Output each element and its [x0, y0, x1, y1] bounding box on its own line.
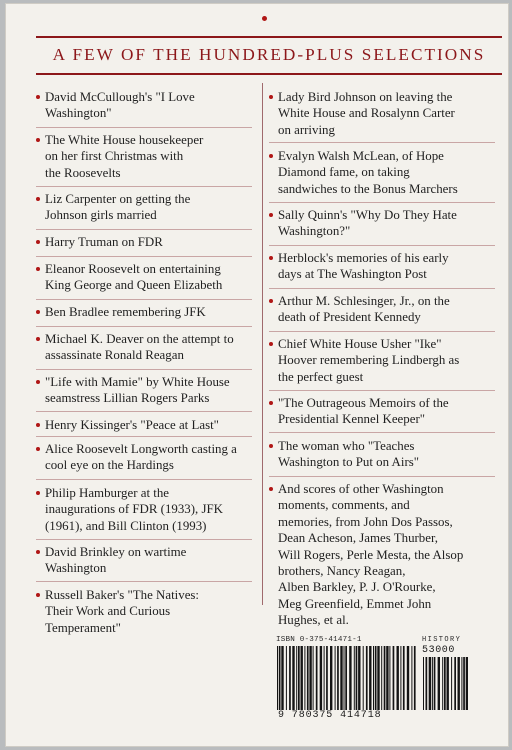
selection-item [36, 485, 252, 534]
selection-text-line: Alice Roosevelt Longworth casting a [45, 442, 237, 456]
category-label: HISTORY [422, 636, 462, 644]
selection-text-line: White House and Rosalynn Carter [278, 106, 455, 121]
barcode-bar [442, 657, 443, 710]
bullet-dot [36, 447, 40, 451]
item-separator [269, 476, 495, 477]
barcode-bar [426, 657, 428, 710]
selection-item [36, 261, 252, 294]
item-separator [36, 127, 252, 128]
barcode-bar [375, 646, 377, 710]
selection-text [278, 250, 495, 283]
barcode-bar [403, 646, 405, 710]
selection-text-line: Philip Hamburger at the [45, 486, 169, 500]
selection-text [45, 261, 252, 294]
item-separator [36, 256, 252, 257]
barcode-bar [356, 646, 358, 710]
barcode-block [276, 636, 496, 724]
barcode-bar [451, 657, 452, 710]
selection-item [269, 336, 495, 385]
selection-text-line: sandwiches to the Bonus Marchers [278, 181, 458, 196]
barcode-bar [324, 646, 325, 710]
selection-text-line: Hughes, et al. [278, 613, 349, 628]
ean-barcode [276, 646, 418, 710]
item-separator [36, 539, 252, 540]
selection-text-line: And scores of other Washington [278, 482, 444, 496]
barcode-bar [429, 657, 431, 710]
bullet-dot [269, 299, 273, 303]
barcode-bar [400, 646, 401, 710]
bullet-dot [269, 256, 273, 260]
selection-item [36, 374, 252, 407]
selection-text [45, 89, 252, 122]
selection-text [278, 148, 495, 197]
selection-item [36, 304, 252, 320]
selection-text [45, 331, 252, 364]
bullet-dot [36, 95, 40, 99]
bullet-dot [36, 197, 40, 201]
bullet-dot [36, 267, 40, 271]
barcode-bar [281, 646, 283, 710]
selection-item [36, 417, 252, 433]
barcode-bar [277, 646, 278, 710]
selection-text-line: Washington [45, 561, 107, 576]
selection-text-line: "Life with Mamie" by White House [45, 375, 230, 389]
selection-text [45, 417, 252, 433]
barcode-bar [463, 657, 465, 710]
selection-text [45, 304, 252, 320]
selection-text-line: Will Rogers, Perle Mesta, the Alsop [278, 547, 464, 562]
barcode-bar [432, 657, 433, 710]
selection-text-line: days at The Washington Post [278, 267, 427, 282]
barcode-bar [358, 646, 360, 710]
selection-text-line: King George and Queen Elizabeth [45, 278, 223, 293]
bullet-dot [269, 444, 273, 448]
selection-text [278, 438, 495, 471]
selection-text-line: Dean Acheson, James Thurber, [278, 531, 438, 546]
bullet-dot [36, 550, 40, 554]
selection-text-line: Diamond fame, on taking [278, 165, 410, 180]
bullet-dot [269, 95, 273, 99]
price-addon-barcode [422, 657, 468, 710]
heading-underline [36, 73, 502, 75]
item-separator [36, 326, 252, 327]
item-separator [269, 432, 495, 433]
item-separator [36, 479, 252, 480]
selection-text-line: Evalyn Walsh McLean, of Hope [278, 149, 444, 163]
barcode-bar [330, 646, 332, 710]
selection-text [278, 395, 495, 428]
barcode-bar [466, 657, 468, 710]
item-separator [269, 390, 495, 391]
selection-text-line: Washington to Put on Airs" [278, 455, 420, 470]
bullet-dot [36, 138, 40, 142]
top-rule [36, 36, 502, 38]
selection-item [269, 438, 495, 471]
selection-text [278, 336, 495, 385]
column-divider [262, 83, 263, 605]
item-separator [269, 142, 495, 143]
selection-text-line: Russell Baker's "The Natives: [45, 588, 200, 602]
barcode-bar [286, 646, 287, 710]
selection-text [45, 374, 252, 407]
selection-text-line: (1961), and Bill Clinton (1993) [45, 518, 207, 533]
selection-text-line: Johnson girls married [45, 208, 157, 223]
selection-text [45, 191, 252, 224]
selection-text-line: Washington?" [278, 224, 351, 239]
selection-text-line: Their Work and Curious [45, 604, 171, 619]
barcode-bar [397, 646, 399, 710]
barcode-digits: 9 780375 414718 [278, 710, 382, 721]
selection-text-line: memories, from John Dos Passos, [278, 514, 453, 529]
barcode-bar [366, 646, 368, 710]
selection-item [269, 207, 495, 240]
barcode-bar [289, 646, 291, 710]
barcode-bar [298, 646, 300, 710]
item-separator [269, 245, 495, 246]
barcode-bar [313, 646, 314, 710]
item-separator [36, 411, 252, 412]
selection-text-line: Presidential Kennel Keeper" [278, 412, 426, 427]
item-separator [36, 581, 252, 582]
selection-text-line: the perfect guest [278, 369, 364, 384]
item-separator [36, 299, 252, 300]
selection-item [36, 331, 252, 364]
selection-text-line: Washington" [45, 106, 112, 121]
bullet-dot [36, 310, 40, 314]
selection-text-line: Lady Bird Johnson on leaving the [278, 90, 453, 104]
bullet-dot [269, 213, 273, 217]
barcode-bar [369, 646, 371, 710]
selection-text-line: inaugurations of FDR (1933), JFK [45, 502, 223, 517]
selection-text-line: The woman who "Teaches [278, 439, 415, 453]
selection-text-line: on her first Christmas with [45, 149, 184, 164]
selection-item [36, 191, 252, 224]
barcode-bar [434, 657, 436, 710]
selection-text-line: seamstress Lillian Rogers Parks [45, 391, 210, 406]
selection-item [36, 544, 252, 577]
barcode-bar [320, 646, 322, 710]
selection-item [36, 234, 252, 250]
barcode-bar [461, 657, 462, 710]
selection-item [269, 395, 495, 428]
selection-text-line: death of President Kennedy [278, 310, 421, 325]
selection-text-line: David McCullough's "I Love [45, 90, 195, 104]
barcode-bar [373, 646, 374, 710]
barcode-bar [304, 646, 305, 710]
selection-text-line: Temperament" [45, 620, 121, 635]
barcode-bar [345, 646, 347, 710]
selection-text-line: Chief White House Usher "Ike" [278, 337, 442, 351]
selection-text-line: Liz Carpenter on getting the [45, 192, 191, 206]
selection-text-line: Michael K. Deaver on the attempt to [45, 332, 234, 346]
selection-text-line: the Roosevelts [45, 165, 121, 180]
bullet-dot [269, 154, 273, 158]
barcode-bar [447, 657, 449, 710]
item-separator [269, 202, 495, 203]
barcode-bar [337, 646, 339, 710]
barcode-bar [389, 646, 390, 710]
selection-text [278, 207, 495, 240]
item-separator [36, 229, 252, 230]
selection-text-line: "The Outrageous Memoirs of the [278, 396, 449, 410]
selections-heading: A FEW OF THE HUNDRED-PLUS SELECTIONS [52, 45, 486, 64]
barcode-bar [307, 646, 309, 710]
bullet-dot [269, 487, 273, 491]
item-separator [269, 331, 495, 332]
bullet-dot [269, 401, 273, 405]
barcode-bar [349, 646, 351, 710]
item-separator [36, 186, 252, 187]
barcode-bar [279, 646, 281, 710]
item-separator [36, 436, 252, 437]
selection-item [269, 148, 495, 197]
selection-text-line: Henry Kissinger's "Peace at Last" [45, 418, 219, 432]
barcode-bar [296, 646, 297, 710]
selection-text [45, 485, 252, 534]
selection-text-line: assassinate Ronald Reagan [45, 348, 184, 363]
selection-text-line: David Brinkley on wartime [45, 545, 187, 559]
dust-jacket [6, 4, 508, 746]
barcode-bar [407, 646, 409, 710]
selection-item [269, 89, 495, 138]
barcode-bar [444, 657, 446, 710]
isbn-number: ISBN 0-375-41471-1 [276, 636, 362, 644]
selection-text-line: The White House housekeeper [45, 133, 204, 147]
barcode-bar [381, 646, 382, 710]
selection-text-line: Sally Quinn's "Why Do They Hate [278, 208, 457, 222]
bullet-dot [36, 337, 40, 341]
selection-text [45, 234, 252, 250]
barcode-bar [393, 646, 395, 710]
barcode-bar [438, 657, 440, 710]
selection-item [36, 587, 252, 636]
item-separator [36, 369, 252, 370]
selection-text [45, 587, 252, 636]
selection-text-line: Alben Barkley, P. J. O'Rourke, [278, 580, 436, 595]
selection-text [45, 544, 252, 577]
barcode-bar [384, 646, 386, 710]
selection-text-line: Meg Greenfield, Emmet John [278, 596, 432, 611]
selection-text-line: moments, comments, and [278, 498, 410, 513]
barcode-bar [340, 646, 342, 710]
bullet-dot [36, 491, 40, 495]
selection-text-line: cool eye on the Hardings [45, 458, 174, 473]
selection-text [45, 132, 252, 181]
barcode-bar [292, 646, 294, 710]
selection-item [36, 441, 252, 474]
selection-text-line: Ben Bradlee remembering JFK [45, 305, 206, 319]
selection-text-line: Herblock's memories of his early [278, 251, 449, 265]
selection-item [269, 250, 495, 283]
bullet-dot [36, 423, 40, 427]
selection-text-line: Eleanor Roosevelt on entertaining [45, 262, 221, 276]
top-ornament-dot [262, 16, 267, 21]
barcode-bar [335, 646, 336, 710]
price-code: 53000 [422, 645, 456, 656]
selection-item [269, 481, 495, 629]
barcode-bar [354, 646, 355, 710]
bullet-dot [36, 240, 40, 244]
selection-text-line: brothers, Nancy Reagan, [278, 564, 406, 579]
selection-text-line: Harry Truman on FDR [45, 235, 163, 249]
barcode-bar [363, 646, 364, 710]
barcode-bar [386, 646, 388, 710]
barcode-bar [414, 646, 416, 710]
selection-text-line: Arthur M. Schlesinger, Jr., on the [278, 294, 450, 308]
barcode-bar [326, 646, 328, 710]
selection-item [36, 132, 252, 181]
item-separator [269, 288, 495, 289]
selection-item [36, 89, 252, 122]
selection-text [278, 89, 495, 138]
selection-item [269, 293, 495, 326]
selection-text-line: on arriving [278, 122, 335, 137]
bullet-dot [269, 342, 273, 346]
barcode-bar [309, 646, 311, 710]
barcode-bar [423, 657, 424, 710]
barcode-bar [301, 646, 303, 710]
selection-text [45, 441, 252, 474]
barcode-bar [411, 646, 412, 710]
bullet-dot [36, 380, 40, 384]
bullet-dot [36, 593, 40, 597]
selection-text [278, 293, 495, 326]
barcode-bar [344, 646, 345, 710]
selection-text-line: Hoover remembering Lindbergh as [278, 353, 460, 368]
barcode-bar [454, 657, 456, 710]
barcode-bar [316, 646, 318, 710]
barcode-bar [458, 657, 460, 710]
selection-text [278, 481, 495, 629]
barcode-bar [377, 646, 379, 710]
